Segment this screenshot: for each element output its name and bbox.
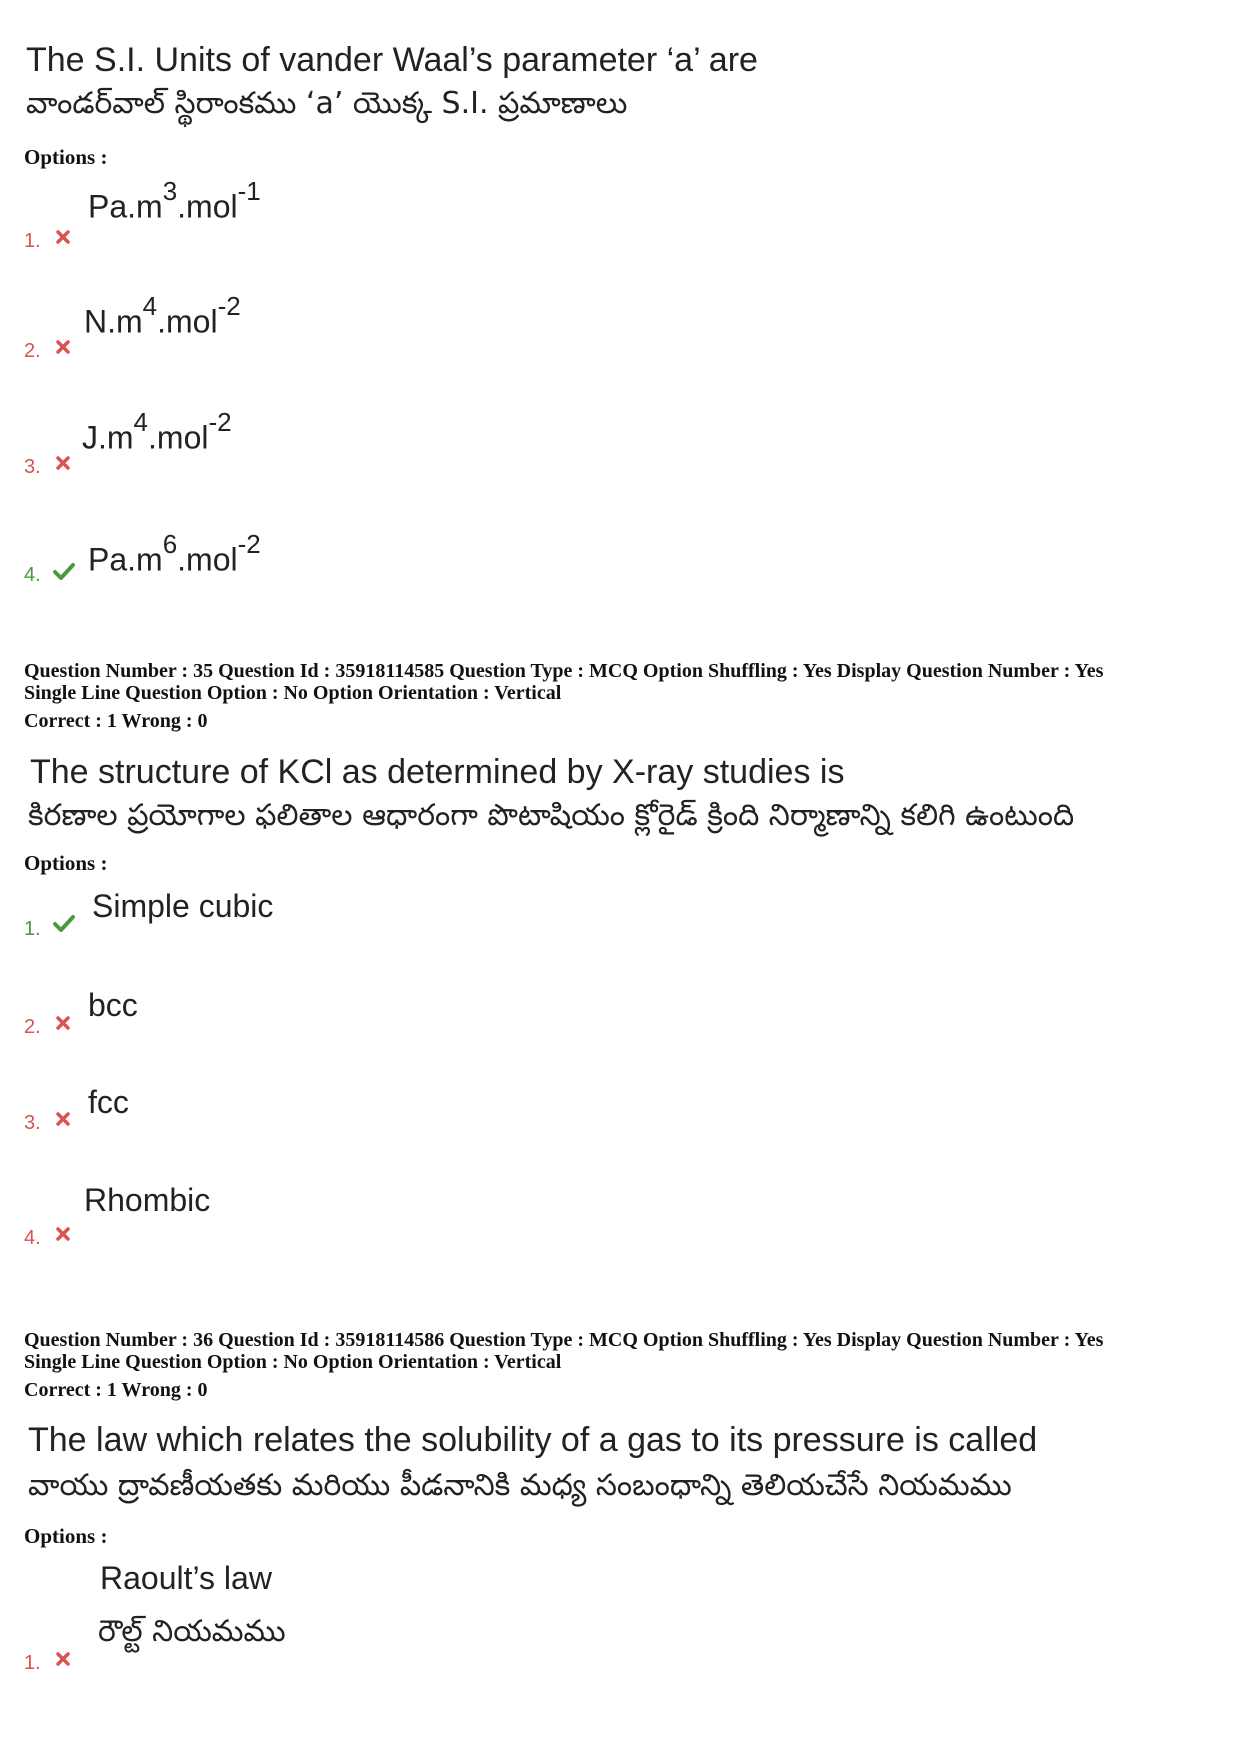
- check-icon: [52, 561, 76, 581]
- cross-icon: [55, 1651, 71, 1667]
- option-text: $Pa.m^6.mol^{-2}$: [88, 529, 261, 578]
- question-text-te: వాండర్‌వాల్ స్థిరాంకము ‘a’ యొక్క S.I. ప్రమాణాలు: [26, 86, 628, 121]
- option-text: Simple cubic: [92, 888, 274, 924]
- option-number: 2.: [24, 340, 41, 362]
- cross-icon: [55, 1111, 71, 1127]
- option-number: 4.: [24, 564, 41, 586]
- question-meta-line: Question Number : 35 Question Id : 35918114585 Question Type : MCQ Option Shuffling : Yes Display Question Number : Yes: [24, 660, 1104, 682]
- option-number: 1.: [24, 230, 41, 252]
- cross-icon: [55, 455, 71, 471]
- option-number: 1.: [24, 918, 41, 940]
- options-label: Options :: [24, 145, 108, 169]
- option-text: bcc: [88, 987, 138, 1023]
- option-number: 4.: [24, 1227, 41, 1249]
- question-meta-line: Question Number : 36 Question Id : 35918114586 Question Type : MCQ Option Shuffling : Yes Display Question Number : Yes: [24, 1329, 1104, 1351]
- cross-icon: [55, 1226, 71, 1242]
- question-text-te: కిరణాల ప్రయోగాల ఫలితాల ఆధారంగా పొటాషియం క్లోరైడ్ క్రింది నిర్మాణాన్ని కలిగి ఉంటుంది: [28, 798, 1075, 833]
- question-text-en: The S.I. Units of vander Waal’s parameter ‘a’ are: [26, 41, 758, 79]
- question-meta-line: Single Line Question Option : No Option Orientation : Vertical: [24, 682, 562, 704]
- option-text: Rhombic: [84, 1182, 211, 1218]
- check-icon: [52, 913, 76, 933]
- question-text-en: The law which relates the solubility of a gas to its pressure is called: [28, 1421, 1038, 1459]
- option-text: fcc: [88, 1084, 129, 1120]
- question-text-en: The structure of KCl as determined by X-ray studies is: [30, 753, 845, 791]
- option-number: 3.: [24, 456, 41, 478]
- cross-icon: [55, 229, 71, 245]
- options-label: Options :: [24, 1524, 108, 1548]
- option-number: 2.: [24, 1016, 41, 1038]
- option-number: 1.: [24, 1652, 41, 1674]
- question-text-te: వాయు ద్రావణీయతకు మరియు పీడనానికి మధ్య సంబంధాన్ని తెలియచేసే నియమము: [28, 1468, 1012, 1503]
- option-number: 3.: [24, 1112, 41, 1134]
- options-label: Options :: [24, 851, 108, 875]
- question-score-line: Correct : 1 Wrong : 0: [24, 710, 208, 732]
- question-score-line: Correct : 1 Wrong : 0: [24, 1379, 208, 1401]
- cross-icon: [55, 339, 71, 355]
- option-text: $J.m^4.mol^{-2}$: [82, 407, 232, 456]
- option-text-te: రౌల్ట్ నియమము: [98, 1614, 286, 1649]
- option-text: $N.m^4.mol^{-2}$: [84, 291, 241, 340]
- option-text-en: Raoult’s law: [100, 1560, 272, 1596]
- cross-icon: [55, 1015, 71, 1031]
- question-meta-line: Single Line Question Option : No Option Orientation : Vertical: [24, 1351, 562, 1373]
- option-text: $Pa.m^3.mol^{-1}$: [88, 176, 261, 225]
